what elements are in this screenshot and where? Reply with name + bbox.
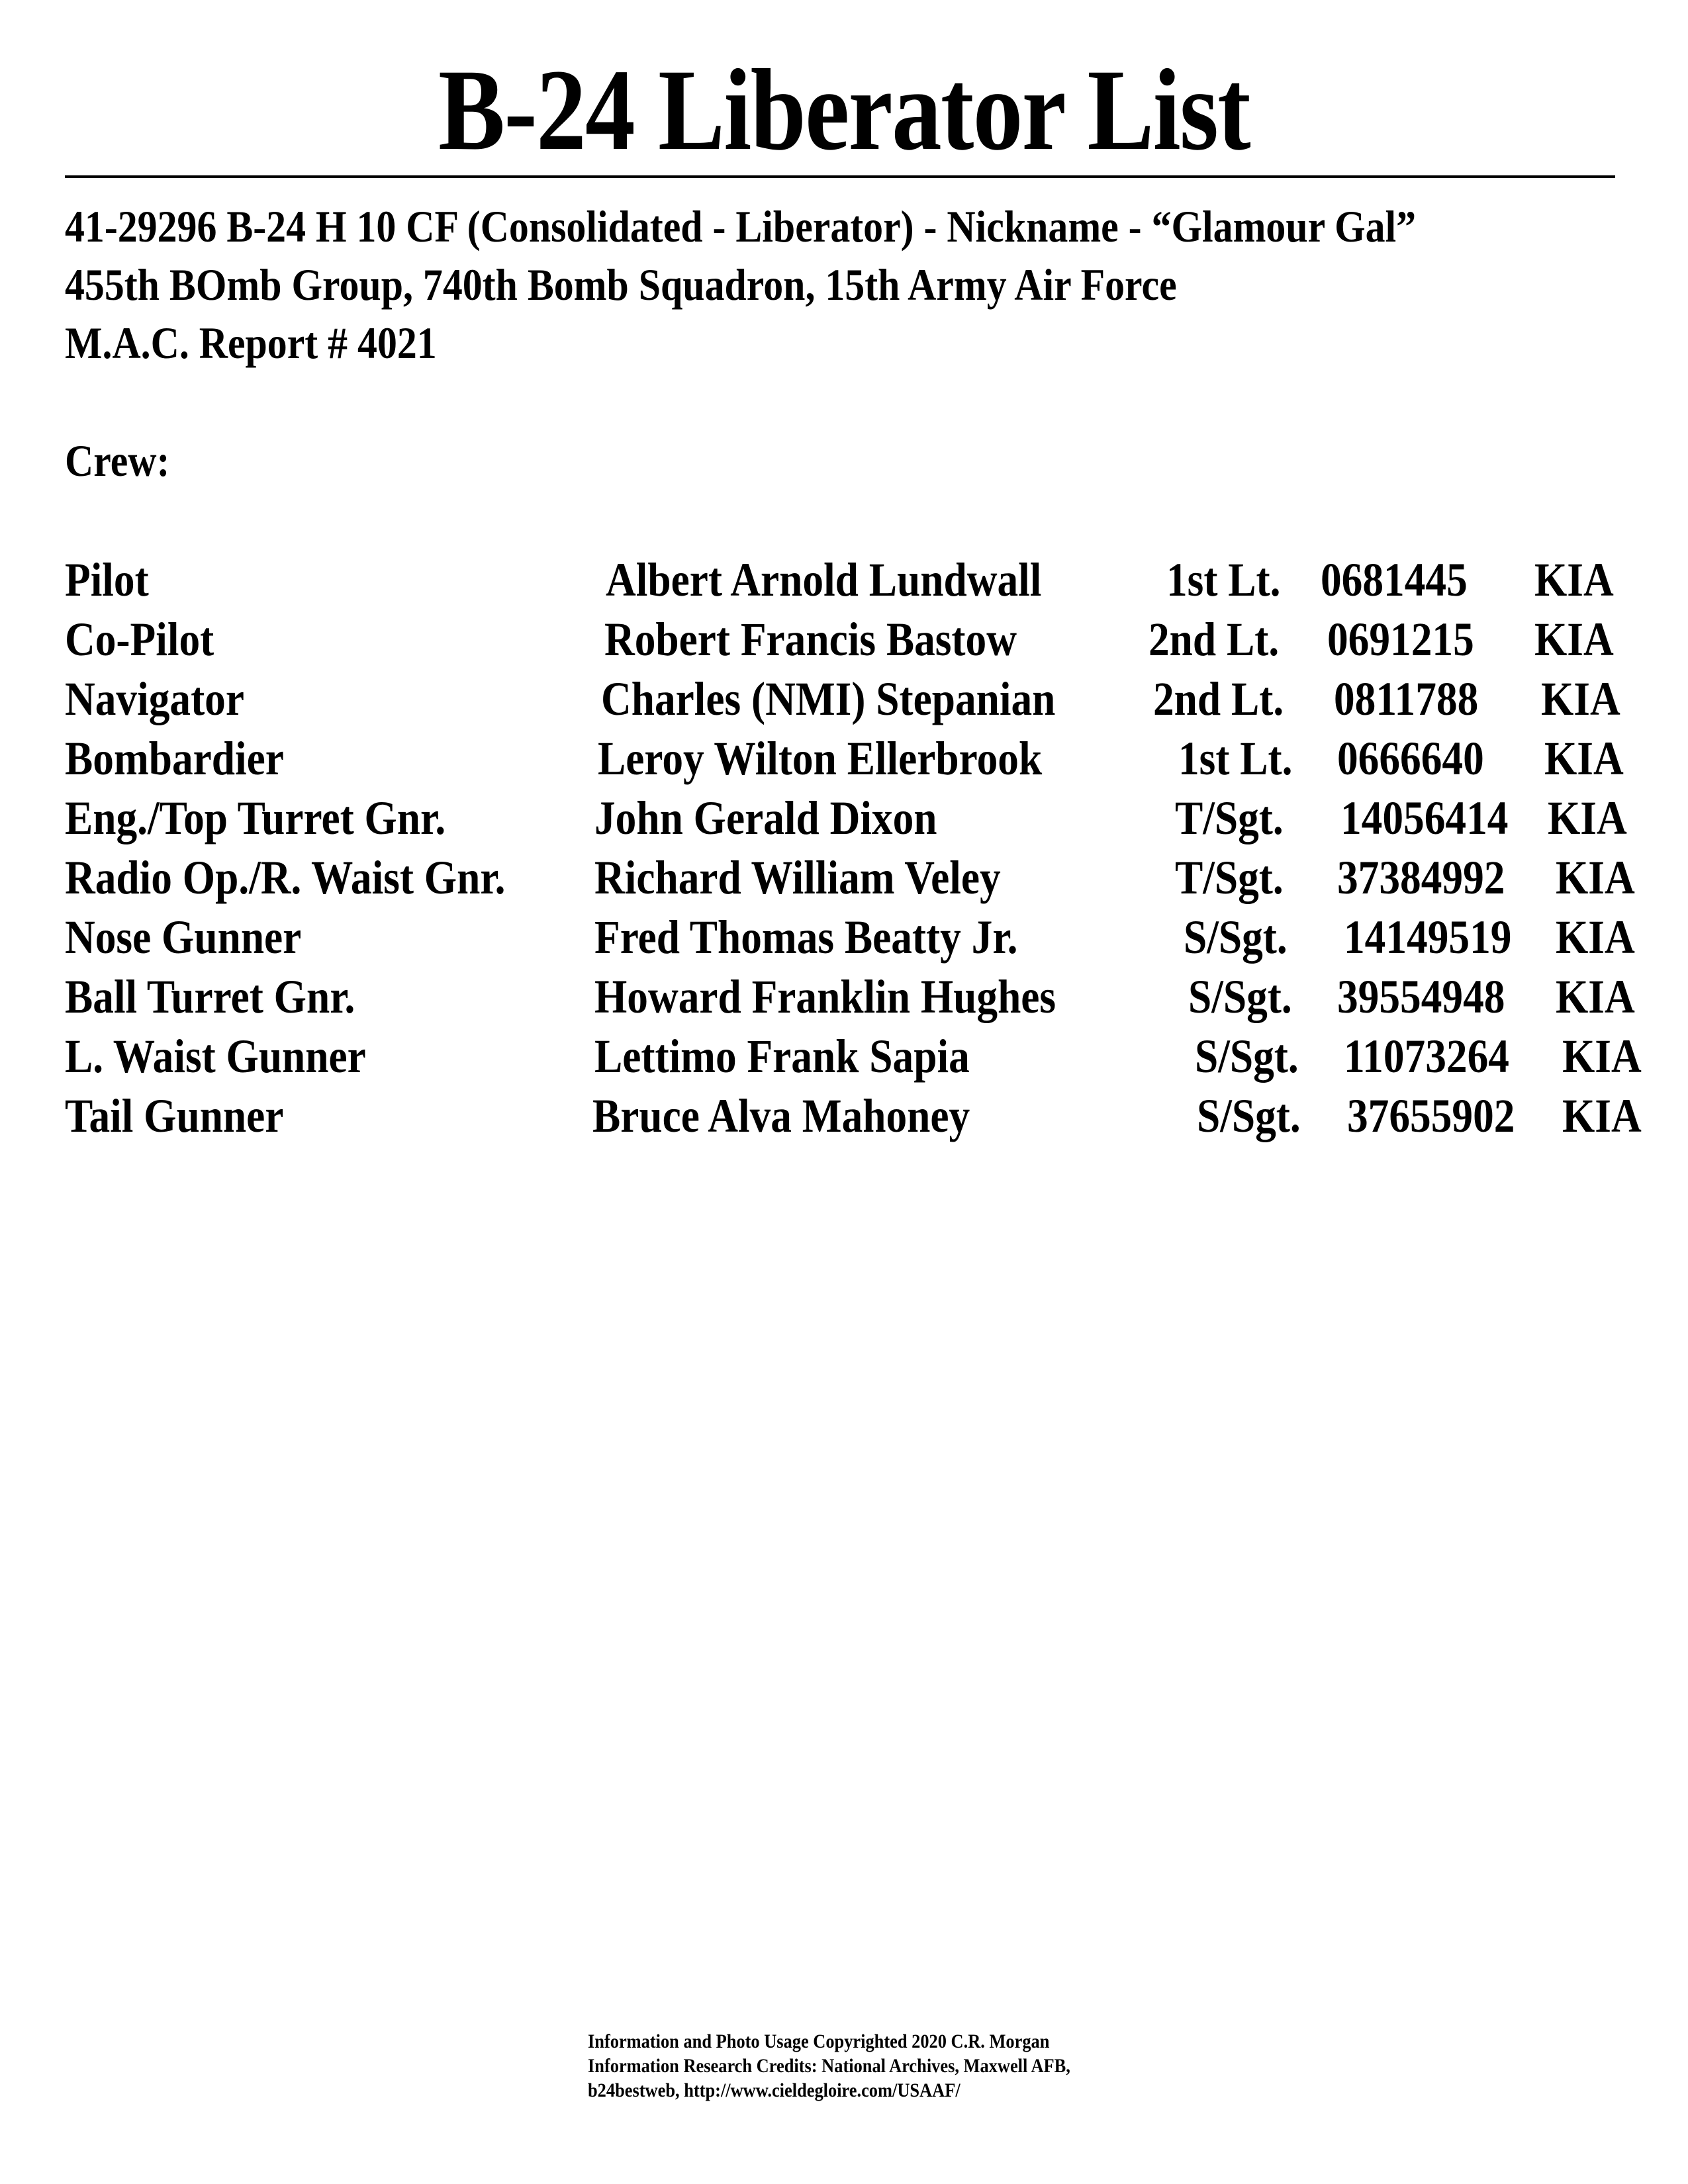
crew-status: KIA [1556, 911, 1635, 964]
crew-status: KIA [1544, 732, 1624, 785]
crew-position: Nose Gunner [65, 911, 302, 964]
crew-position: Radio Op./R. Waist Gnr. [65, 851, 506, 904]
crew-name: Bruce Alva Mahoney [592, 1089, 970, 1142]
crew-rank: 2nd Lt. [1153, 672, 1284, 725]
crew-status: KIA [1562, 1030, 1642, 1083]
crew-rank: S/Sgt. [1197, 1089, 1301, 1142]
crew-serial: 0666640 [1337, 732, 1484, 785]
crew-name: Charles (NMI) Stepanian [601, 672, 1056, 725]
crew-serial: 11073264 [1344, 1030, 1509, 1083]
crew-rank: S/Sgt. [1188, 970, 1292, 1023]
crew-position: Tail Gunner [65, 1089, 284, 1142]
crew-rank: S/Sgt. [1195, 1030, 1299, 1083]
crew-position: Ball Turret Gnr. [65, 970, 355, 1023]
crew-rank: 2nd Lt. [1149, 613, 1280, 666]
crew-serial: 14056414 [1340, 792, 1509, 844]
crew-name: Albert Arnold Lundwall [606, 553, 1042, 606]
crew-serial: 14149519 [1344, 911, 1512, 964]
crew-row [0, 970, 1688, 1026]
footer-copyright: Information and Photo Usage Copyrighted 2020 C.R. Morgan [588, 2030, 1050, 2052]
crew-status: KIA [1548, 792, 1627, 844]
aircraft-line: 41-29296 B-24 H 10 CF (Consolidated - Liberator) - Nickname - “Glamour Gal” [65, 201, 1417, 251]
crew-status: KIA [1534, 553, 1614, 606]
crew-heading: Crew: [65, 435, 170, 486]
crew-status: KIA [1556, 970, 1635, 1023]
title-divider [65, 175, 1615, 178]
crew-serial: 0681445 [1321, 553, 1468, 606]
crew-status: KIA [1556, 851, 1635, 904]
crew-row [0, 1032, 1688, 1085]
crew-row [0, 615, 1688, 668]
page-title: B-24 Liberator List [438, 46, 1250, 175]
crew-rank: T/Sgt. [1175, 851, 1284, 904]
crew-rank: T/Sgt. [1175, 792, 1284, 844]
crew-row [0, 794, 1688, 847]
crew-row [0, 672, 1688, 728]
crew-rank: 1st Lt. [1166, 553, 1281, 606]
crew-name: Lettimo Frank Sapia [594, 1030, 970, 1083]
crew-position: L. Waist Gunner [65, 1030, 366, 1083]
crew-name: Howard Franklin Hughes [594, 970, 1056, 1023]
crew-status: KIA [1541, 672, 1620, 725]
crew-row [0, 553, 1688, 609]
crew-serial: 0691215 [1327, 613, 1474, 666]
unit-line: 455th BOmb Group, 740th Bomb Squadron, 15th Army Air Force [65, 259, 1177, 310]
crew-name: Robert Francis Bastow [604, 613, 1017, 666]
crew-serial: 39554948 [1337, 970, 1505, 1023]
crew-name: Richard William Veley [594, 851, 1001, 904]
report-line: M.A.C. Report # 4021 [65, 318, 437, 368]
crew-name: John Gerald Dixon [594, 792, 937, 844]
crew-position: Pilot [65, 553, 149, 606]
crew-serial: 0811788 [1334, 672, 1479, 725]
crew-row [0, 851, 1688, 907]
crew-serial: 37384992 [1337, 851, 1505, 904]
crew-position: Bombardier [65, 732, 284, 785]
crew-status: KIA [1534, 613, 1614, 666]
crew-position: Navigator [65, 672, 244, 725]
footer-sources: b24bestweb, http://www.cieldegloire.com/USAAF/ [588, 2079, 961, 2101]
crew-row [0, 732, 1688, 788]
crew-name: Leroy Wilton Ellerbrook [598, 732, 1043, 785]
crew-status: KIA [1562, 1089, 1642, 1142]
crew-serial: 37655902 [1347, 1089, 1515, 1142]
crew-row [0, 1089, 1688, 1145]
crew-position: Eng./Top Turret Gnr. [65, 792, 446, 844]
footer-credits: Information Research Credits: National Archives, Maxwell AFB, [588, 2055, 1070, 2077]
crew-rank: S/Sgt. [1184, 911, 1288, 964]
crew-name: Fred Thomas Beatty Jr. [594, 911, 1018, 964]
crew-position: Co-Pilot [65, 613, 214, 666]
crew-rank: 1st Lt. [1178, 732, 1293, 785]
crew-row [0, 913, 1688, 966]
